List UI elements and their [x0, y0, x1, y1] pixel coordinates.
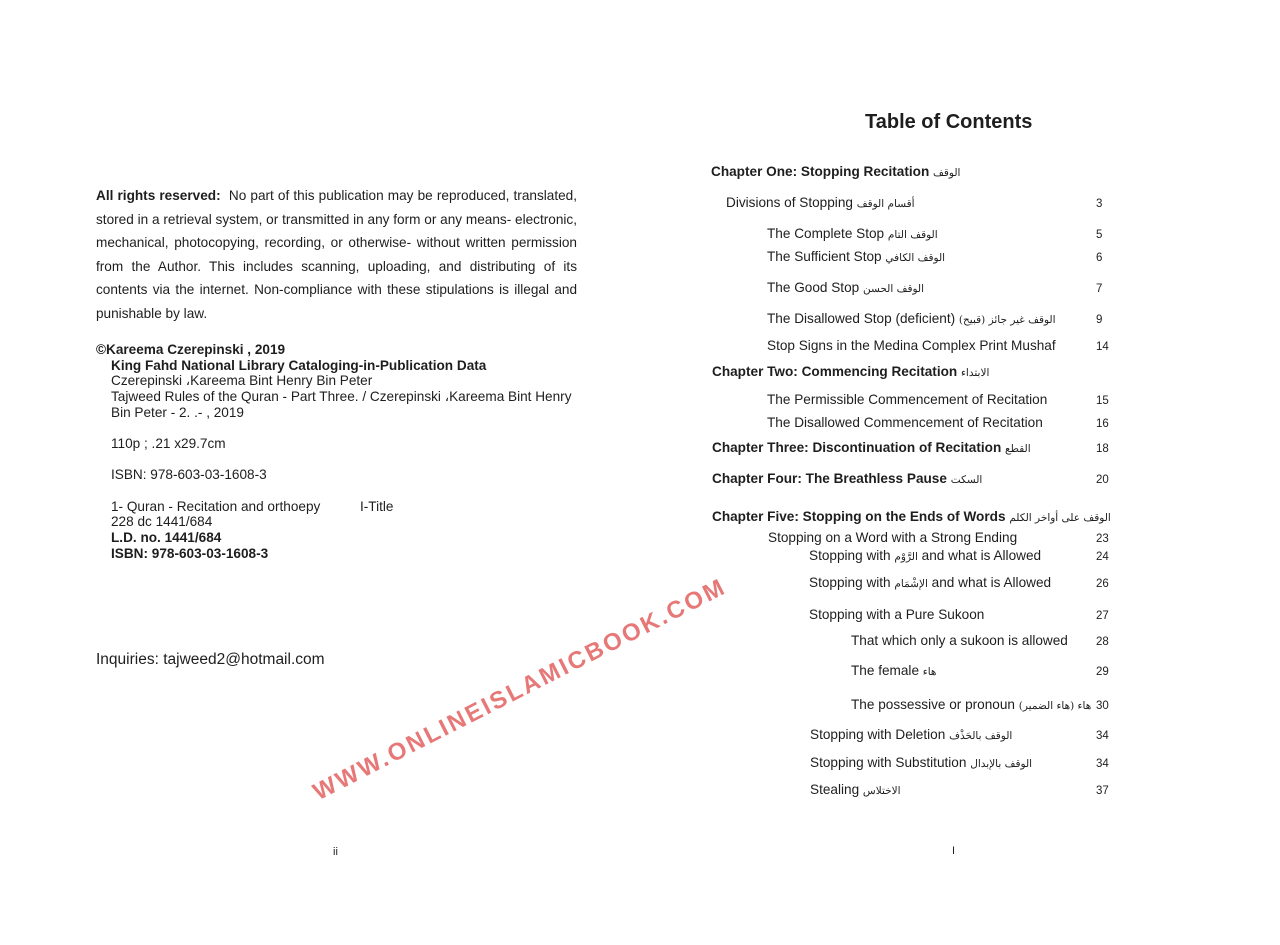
- toc-entry: [767, 249, 945, 264]
- toc-entry: [767, 311, 1056, 326]
- entry-text: Chapter One: Stopping Recitation: [711, 164, 930, 179]
- toc-entry: [809, 607, 984, 622]
- entry-arabic: الوقف على أواخر الكلم: [1009, 512, 1111, 524]
- copyright: ©Kareema Czerepinski , 2019: [96, 342, 286, 357]
- toc-entry: [851, 663, 936, 678]
- entry-arabic: الإشْمَام: [894, 578, 928, 590]
- toc-page-number: 18: [1096, 443, 1109, 455]
- entry-text: The Good Stop: [767, 280, 860, 295]
- entry-text: The female: [851, 663, 920, 678]
- entry-text: Stopping with: [809, 548, 891, 563]
- toc-page-number: 20: [1096, 474, 1109, 486]
- entry-text: Divisions of Stopping: [726, 195, 853, 210]
- toc-page-number: 27: [1096, 610, 1109, 622]
- toc-entry: [810, 727, 1012, 742]
- entry-text: Stopping with a Pure Sukoon: [809, 607, 985, 622]
- toc-page-number: 34: [1096, 758, 1109, 770]
- toc-entry: [767, 280, 924, 295]
- toc-page-number: 37: [1096, 785, 1109, 797]
- isbn: ISBN: 978-603-03-1608-3: [111, 467, 267, 482]
- entry-text: That which only a sukoon is allowed: [851, 633, 1068, 648]
- toc-entry: [767, 415, 1043, 430]
- entry-arabic: الوقف الكافي: [885, 252, 946, 264]
- toc-page-number: 5: [1096, 229, 1103, 241]
- rights-label: All rights reserved:: [96, 188, 221, 203]
- title-line-2: Bin Peter - 2. .- , 2019: [111, 405, 244, 420]
- dc-number: 228 dc 1441/684: [111, 514, 213, 529]
- entry-arabic: القطع: [1005, 443, 1031, 455]
- entry-arabic: الوقف بالحَذْف: [949, 730, 1013, 742]
- toc-page-number: 34: [1096, 730, 1109, 742]
- subject: 1- Quran - Recitation and orthoepy: [111, 499, 321, 514]
- toc-page-number: 7: [1096, 283, 1103, 295]
- toc-entry: [851, 633, 1068, 648]
- toc-entry: [809, 548, 1041, 563]
- toc-page-number: 28: [1096, 636, 1109, 648]
- toc-page-number: 14: [1096, 341, 1109, 353]
- toc-page-number: 15: [1096, 395, 1109, 407]
- watermark: WWW.ONLINEISLAMICBOOK.COM: [308, 573, 731, 806]
- entry-text: Stopping with Deletion: [810, 727, 946, 742]
- rights-paragraph: [96, 184, 577, 326]
- entry-arabic: الوقف: [933, 167, 961, 179]
- toc-page-number: 6: [1096, 252, 1103, 264]
- toc-entry: [851, 697, 1091, 712]
- entry-arabic: الوقف التام: [887, 229, 938, 241]
- toc-entry: [767, 226, 938, 241]
- toc-title: Table of Contents: [865, 111, 1033, 133]
- toc-chapter: [712, 509, 1111, 524]
- entry-suffix: and what is Allowed: [921, 548, 1042, 563]
- toc-page-number: 16: [1096, 418, 1109, 430]
- entry-arabic: هاء (هاء الضمير): [1018, 700, 1092, 712]
- entry-arabic: أقسام الوقف: [856, 198, 915, 210]
- toc-entry: [810, 782, 901, 797]
- toc-page-number: 23: [1096, 533, 1109, 545]
- entry-arabic: الوقف الحسن: [862, 283, 925, 295]
- toc-chapter: [712, 364, 989, 379]
- toc-chapter: [712, 471, 982, 486]
- entry-text: Chapter Four: The Breathless Pause: [712, 471, 947, 486]
- toc-page-number: 3: [1096, 198, 1103, 210]
- entry-text: Stopping with Substitution: [810, 755, 967, 770]
- toc-entry: [767, 338, 1056, 353]
- ld-number: L.D. no. 1441/684: [111, 530, 222, 545]
- toc-page-number: 24: [1096, 551, 1109, 563]
- entry-arabic: هاء: [922, 666, 937, 678]
- title-line-1: Tajweed Rules of the Quran - Part Three. / Czerepinski ،Kareema Bint Henry: [111, 389, 572, 404]
- toc-entry: [768, 530, 1017, 545]
- toc-entry: [810, 755, 1032, 770]
- toc-chapter: [712, 440, 1031, 455]
- entry-text: Chapter Three: Discontinuation of Recitation: [712, 440, 1002, 455]
- toc-chapter: [711, 164, 960, 179]
- toc-page-number: 9: [1096, 314, 1103, 326]
- toc-page-number: 29: [1096, 666, 1109, 678]
- toc-page-number: 30: [1096, 700, 1109, 712]
- entry-text: Stealing: [810, 782, 860, 797]
- entry-arabic: الاختلاس: [862, 785, 901, 797]
- entry-text: Stopping with: [809, 575, 891, 590]
- left-page-number: ii: [333, 846, 338, 858]
- entry-text: The Complete Stop: [767, 226, 885, 241]
- entry-text: The Disallowed Commencement of Recitation: [767, 415, 1043, 430]
- entry-suffix: and what is Allowed: [931, 575, 1052, 590]
- entry-text: Chapter Two: Commencing Recitation: [712, 364, 958, 379]
- entry-text: Stop Signs in the Medina Complex Print Mushaf: [767, 338, 1056, 353]
- entry-arabic: الوقف غير جائز (قبيح): [958, 314, 1056, 326]
- author-line: Czerepinski ،Kareema Bint Henry Bin Peter: [111, 373, 373, 388]
- right-page-number: I: [952, 845, 956, 857]
- entry-arabic: الرَّوْم: [894, 551, 918, 563]
- toc-page-number: 26: [1096, 578, 1109, 590]
- entry-arabic: الوقف بالإبدال: [970, 758, 1033, 770]
- isbn-bold: ISBN: 978-603-03-1608-3: [111, 546, 269, 561]
- entry-text: Chapter Five: Stopping on the Ends of Words: [712, 509, 1006, 524]
- entry-arabic: الابتداء: [961, 367, 990, 379]
- catalog-title: King Fahd National Library Cataloging-in-Publication Data: [111, 358, 487, 373]
- entry-arabic: السكت: [950, 474, 983, 486]
- subject-title: I-Title: [360, 499, 394, 514]
- entry-text: Stopping on a Word with a Strong Ending: [768, 530, 1018, 545]
- rights-text: No part of this publication may be reproduced, translated, stored in a retrieval system, or transmitted in any form or any means- electronic, mechanical, photocopying, recording, or otherwise- without written permission from the Author. This includes scanning, uploading, and distributing of its contents via the internet. Non-compliance with these stipulations is illegal and punishable by law.: [96, 188, 578, 321]
- entry-text: The Permissible Commencement of Recitation: [767, 392, 1048, 407]
- toc-entry: [809, 575, 1051, 590]
- entry-text: The Disallowed Stop (deficient): [767, 311, 956, 326]
- inquiries: Inquiries: tajweed2@hotmail.com: [96, 651, 325, 668]
- size: 110p ; .21 x29.7cm: [111, 436, 226, 451]
- toc-entry: [726, 195, 915, 210]
- entry-text: The Sufficient Stop: [767, 249, 882, 264]
- toc-entry: [767, 392, 1047, 407]
- entry-text: The possessive or pronoun: [851, 697, 1015, 712]
